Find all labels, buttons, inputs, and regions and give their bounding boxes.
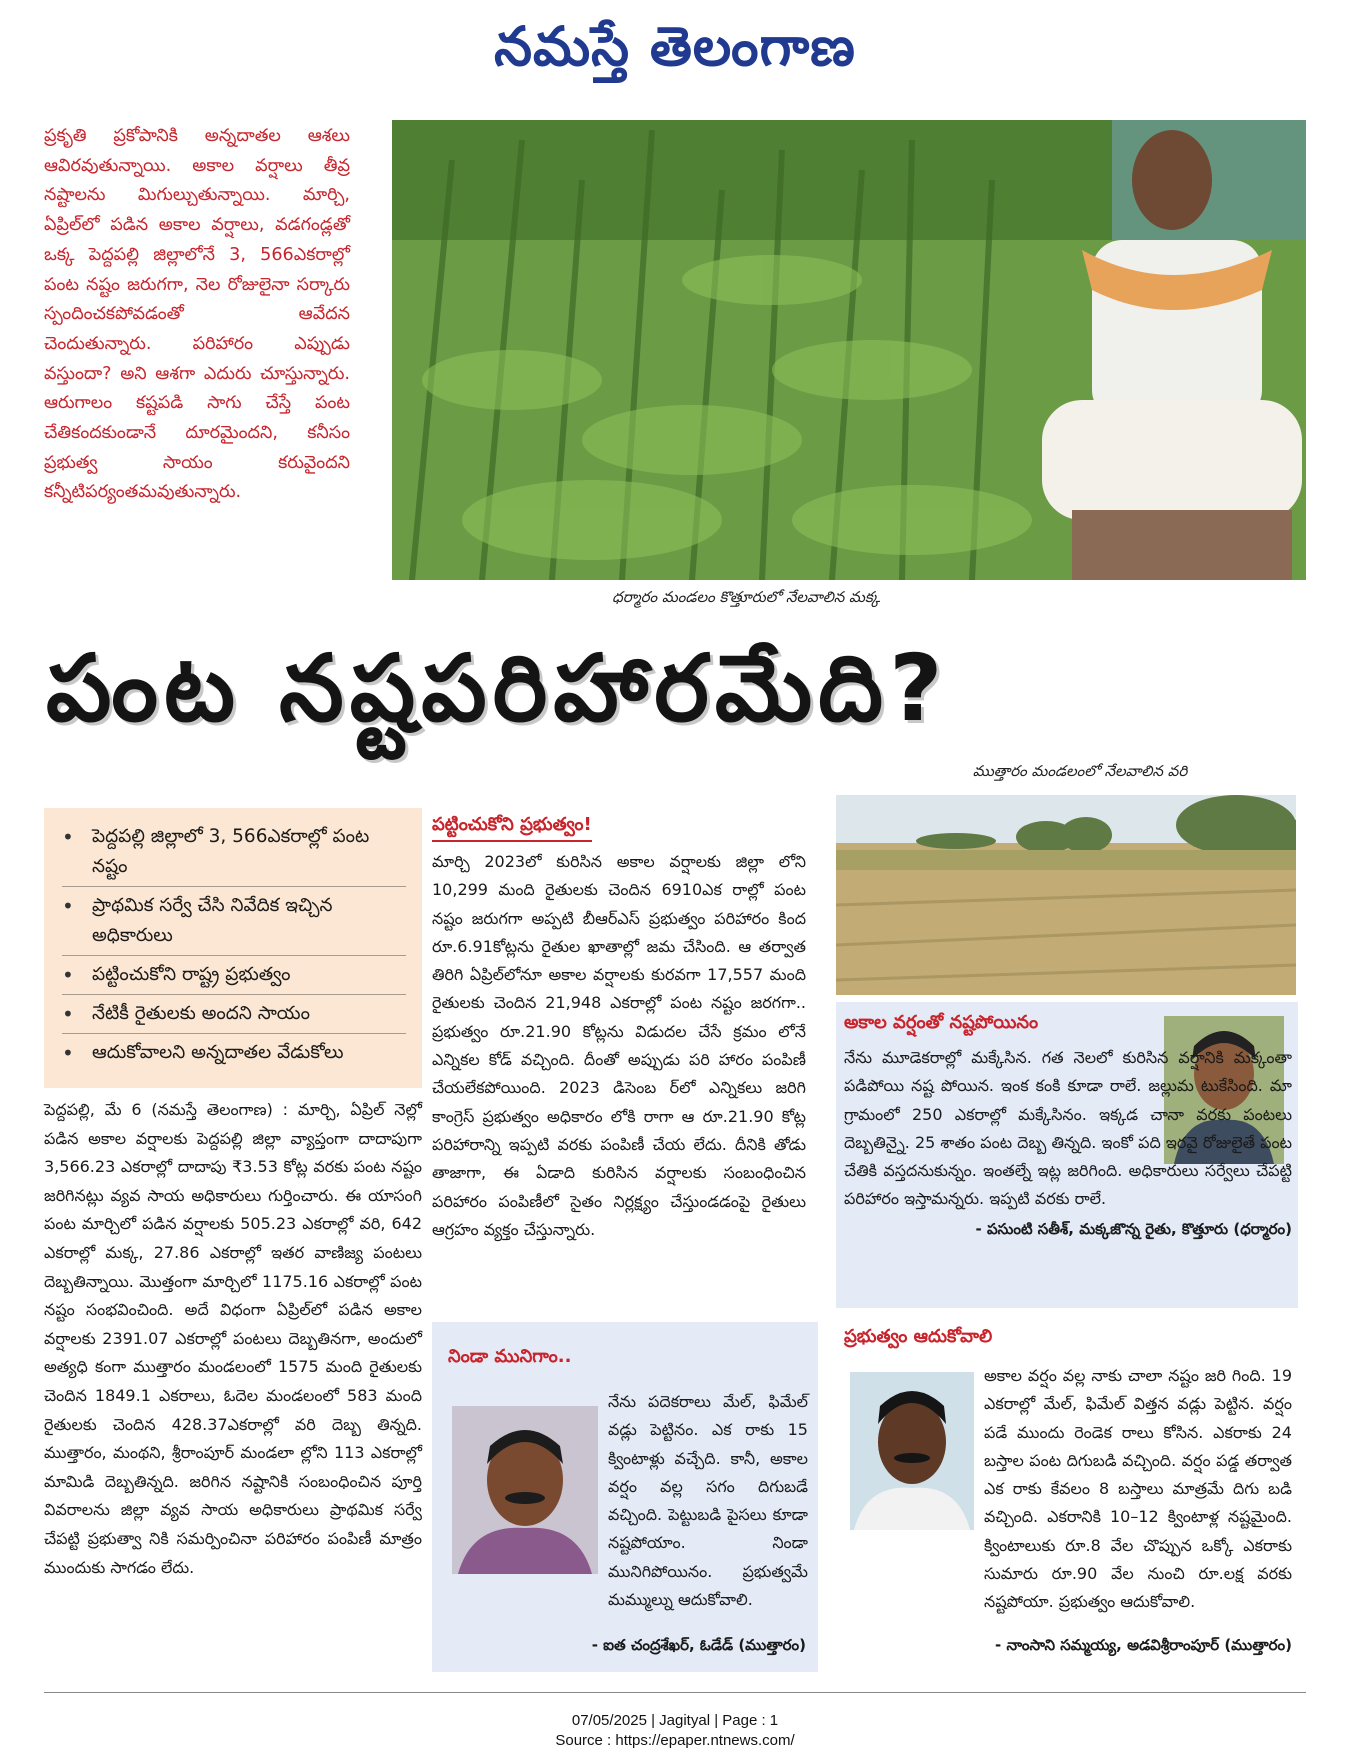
highlight-item (62, 1034, 406, 1072)
farmer-quote-box-2 (432, 1322, 818, 1672)
box-text: నేను పదెకరాలు మేల్, ఫిమేల్ వడ్లు పెట్టినం. ఎక రాకు 15 క్వింటాళ్లు వచ్చేది. కానీ, అకాల వర్షం వల్ల సగం దిగుబడే వచ్చింది. పెట్టుబడి పైసలు కూడా నష్టపోయాం. నిండా మునిగిపోయినం. ప్రభుత్వమే మమ్ముల్ను ఆదుకోవాలి. (608, 1392, 808, 1610)
footer-divider (44, 1692, 1306, 1693)
farmer-quote-box-1 (836, 1002, 1298, 1308)
highlight-item (62, 956, 406, 995)
farmer-photo (392, 120, 1306, 580)
highlight-text: నేటికీ రైతులకు అందని సాయం (92, 1003, 310, 1024)
section-text: మార్చి 2023లో కురిసిన అకాల వర్షాలకు జిల్లా లోని 10,299 మంది రైతులకు చెందిన 6910ఎక రాల్లో పంట నష్టం జరుగగా అప్పటి బీఆర్‌ఎస్ ప్రభుత్వం పరిహారం కింద రూ.6.91కోట్లను రైతుల ఖాతాల్లో జమ చేసింది. ఆ తర్వాత తిరిగి ఏప్రిల్‌లోనూ అకాల వర్షాలకు కురవగా 17,557 మంది రైతులకు చెందిన 21,948 ఎకరాల్లో పంట నష్టం జరగగా.. ప్రభుత్వం రూ.21.90 కోట్లను విడుదల చేసే క్రమం లోనే ఎన్నికల కోడ్ వచ్చింది. దీంతో అప్పుడు పరి హారం పంపిణీ చేయలేకపోయింది. 2023 డిసెంబ ర్‌లో ఎన్నికలు జరిగి కాంగ్రెస్ ప్రభుత్వం అధికారం లోకి రాగా ఆ రూ.21.90 కోట్ల పరిహారాన్ని ఇప్పటి వరకు పంపిణీ చేయ లేదు. దీనికి తోడు తాజాగా, ఈ ఏడాది కురిసిన వర్షాలకు సంబంధించిన పరిహారం పంపిణీలో సైతం నిర్లక్ష్యం చేస్తుండడంపై రైతులు ఆగ్రహం వ్యక్తం చేస్తున్నారు. (432, 852, 806, 1239)
bullet-icon: • (62, 1002, 74, 1026)
box-title: అకాల వర్షంతో నష్టపోయినం (844, 1012, 1039, 1033)
photo-caption-field: ముత్తారం మండలంలో నేలవాలిన వరి (972, 762, 1188, 780)
farmer-quote-box-3 (836, 1322, 1298, 1672)
intro-text: ప్రకృతి ప్రకోపానికి అన్నదాతల ఆశలు ఆవిరవుతున్నాయి. అకాల వర్షాలు తీవ్ర నష్టాలను మిగుల్చుతున్నాయి. మార్చి, ఏప్రిల్‌లో పడిన అకాల వర్షాలు, వడగండ్లతో ఒక్క పెద్దపల్లి జిల్లాలోనే 3, 566ఎకరాల్లో పంట నష్టం జరుగగా, నెల రోజులైనా సర్కారు స్పందించకపోవడంతో ఆవేదన చెందుతున్నారు. పరిహారం ఎప్పుడు వస్తుందా? అని ఆశగా ఎదురు చూస్తున్నారు. ఆరుగాలం కష్టపడి సాగు చేస్తే పంట చేతికందకుండానే దూరమైందని, కనీసం ప్రభుత్వ సాయం కరువైందని కన్నీటిపర్యంతమవుతున్నారు. (44, 126, 350, 503)
highlight-text: ప్రాథమిక సర్వే చేసి నివేదిక ఇచ్చిన అధికారులు (92, 895, 333, 946)
headline: పంట నష్టపరిహారమేది? (46, 635, 949, 742)
masthead-logo: నమస్తే తెలంగాణ (494, 14, 856, 78)
box-body (844, 1044, 1292, 1242)
box-title: ప్రభుత్వం ఆదుకోవాలి (844, 1326, 993, 1347)
bullet-icon: • (62, 963, 74, 987)
box-byline: - నాంసాని సమ్మయ్య, అడవిశ్రీరాంపూర్ (ముత్తారం) (995, 1636, 1292, 1654)
bullet-icon: • (62, 825, 74, 849)
highlight-text: ఆదుకోవాలని అన్నదాతల వేడుకోలు (92, 1042, 344, 1063)
box-byline: - పసుంటి సతీశ్, మక్కజొన్న రైతు, కొత్తూరు (ధర్మారం) (975, 1219, 1292, 1238)
footer-source-link[interactable]: Source : https://epaper.ntnews.com/ (555, 1732, 795, 1749)
farmer-portrait-3 (850, 1372, 974, 1530)
farmer-portrait-2 (452, 1406, 598, 1574)
highlight-item (62, 887, 406, 956)
highlight-text: పెద్దపల్లి జిల్లాలో 3, 566ఎకరాల్లో పంట నష్టం (92, 826, 370, 877)
highlight-item (62, 818, 406, 887)
highlight-text: పట్టించుకోని రాష్ట్ర ప్రభుత్వం (92, 964, 291, 985)
section-title: పట్టించుకోని ప్రభుత్వం! (432, 810, 592, 842)
mid-column (432, 810, 806, 1244)
box-text: అకాల వర్షం వల్ల నాకు చాలా నష్టం జరి గింది. 19 ఎకరాల్లో మేల్, ఫిమేల్ విత్తన వడ్లు పెట్టిన. వర్షం పడే ముందు రెండెక రాలు కోసిన. ఎకరాకు 24 బస్తాల పంట దిగుబడి వచ్చింది. వర్షం పడ్డ తర్వాత ఎక రాకు కేవలం 8 బస్తాలు మాత్రమే దిగు బడి వచ్చింది. ఎకరానికి 10–12 క్వింటాళ్ల నష్టమైంది. క్వింటాలుకు రూ.8 వేల చొప్పున ఒక్కో ఎకరాకు సుమారు రూ.90 వేల నుంచి రూ.లక్ష వరకు నష్టపోయా. ప్రభుత్వం ఆదుకోవాలి. (984, 1366, 1292, 1612)
photo-caption-top: ధర్మారం మండలం కొత్తూరులో నేలవాలిన మక్క (612, 588, 880, 606)
field-photo (836, 795, 1296, 995)
intro-paragraph (44, 122, 350, 508)
footer-date-edition: 07/05/2025 | Jagityal | Page : 1 (571, 1712, 779, 1729)
bullet-icon: • (62, 894, 74, 918)
box-text: నేను మూడెకరాల్లో మక్కేసిన. గత నెలలో కురిసిన వర్షానికి మక్కంతా పడిపోయి నష్ట పోయిన. ఇంక కంకి కూడా రాలే. జల్లుమ టుకేసింది. మా గ్రామంలో 250 ఎకరాల్లో మక్కేసినం. ఇక్కడ చానా వరకు పంటలు దెబ్బతిన్నై. 25 శాతం పంట దెబ్బ తిన్నది. ఇంకో పది ఇరవై రోజులైతే పంట చేతికి వస్తదనుకున్నం. ఇంతల్నే ఇట్ల జరిగింది. అధికారులు సర్వేలు చేపట్టి పరిహారం ఇస్తామన్నరు. ఇప్పటి వరకు రాలే. (844, 1048, 1292, 1209)
highlight-item (62, 995, 406, 1034)
article-body: పెద్దపల్లి, మే 6 (నమస్తే తెలంగాణ) : మార్చి, ఏప్రిల్ నెల్లో పడిన అకాల వర్షాలకు పెద్దపల్లి జిల్లా వ్యాప్తంగా దాదాపుగా 3,566.23 ఎకరాల్లో దాదాపు ₹3.53 కోట్ల వరకు పంట నష్టం జరిగినట్లు వ్యవ సాయ అధికారులు గుర్తించారు. ఈ యాసంగి పంట మార్చిలో పడిన వర్షాలకు 505.23 ఎకరాల్లో వరి, 642 ఎకరాల్లో మక్క, 27.86 ఎకరాల్లో ఇతర వాణిజ్య పంటలు దెబ్బతిన్నాయి. మొత్తంగా మార్చిలో 1175.16 ఎకరాల్లో పంట నష్టం సంభవించింది. అదే విధంగా ఏప్రిల్‌లో పడిన అకాల వర్షాలకు 2391.07 ఎకరాల్లో పంటలు దెబ్బతినగా, అందులో అత్యధి కంగా ముత్తారం మండలంలో 1575 మంది రైతులకు చెందిన 1849.1 ఎకరాలు, ఓదెల మండలంలో 583 మంది రైతులకు చెందిన 428.37ఎకరాల్లో వరి దెబ్బ తిన్నది. ముత్తారం, మంథని, శ్రీరాంపూర్ మండలా ల్లోని 113 ఎకరాల్లో మామిడి దెబ్బతిన్నది. జరిగిన నష్టానికి సంబంధించిన పూర్తి వివరాలను జిల్లా వ్యవ సాయ అధికారులు ప్రాథమిక సర్వే చేపట్టి ప్రభుత్వా నికి సమర్పించినా పరిహారం పంపిణీ మాత్రం ముందుకు సాగడం లేదు. (44, 1100, 422, 1577)
highlights-box (44, 808, 422, 1088)
bullet-icon: • (62, 1041, 74, 1065)
box-title: నిండా మునిగాం.. (448, 1346, 572, 1367)
box-byline: - ఐత చంద్రశేఖర్, ఓడేడ్ (ముత్తారం) (591, 1636, 806, 1654)
